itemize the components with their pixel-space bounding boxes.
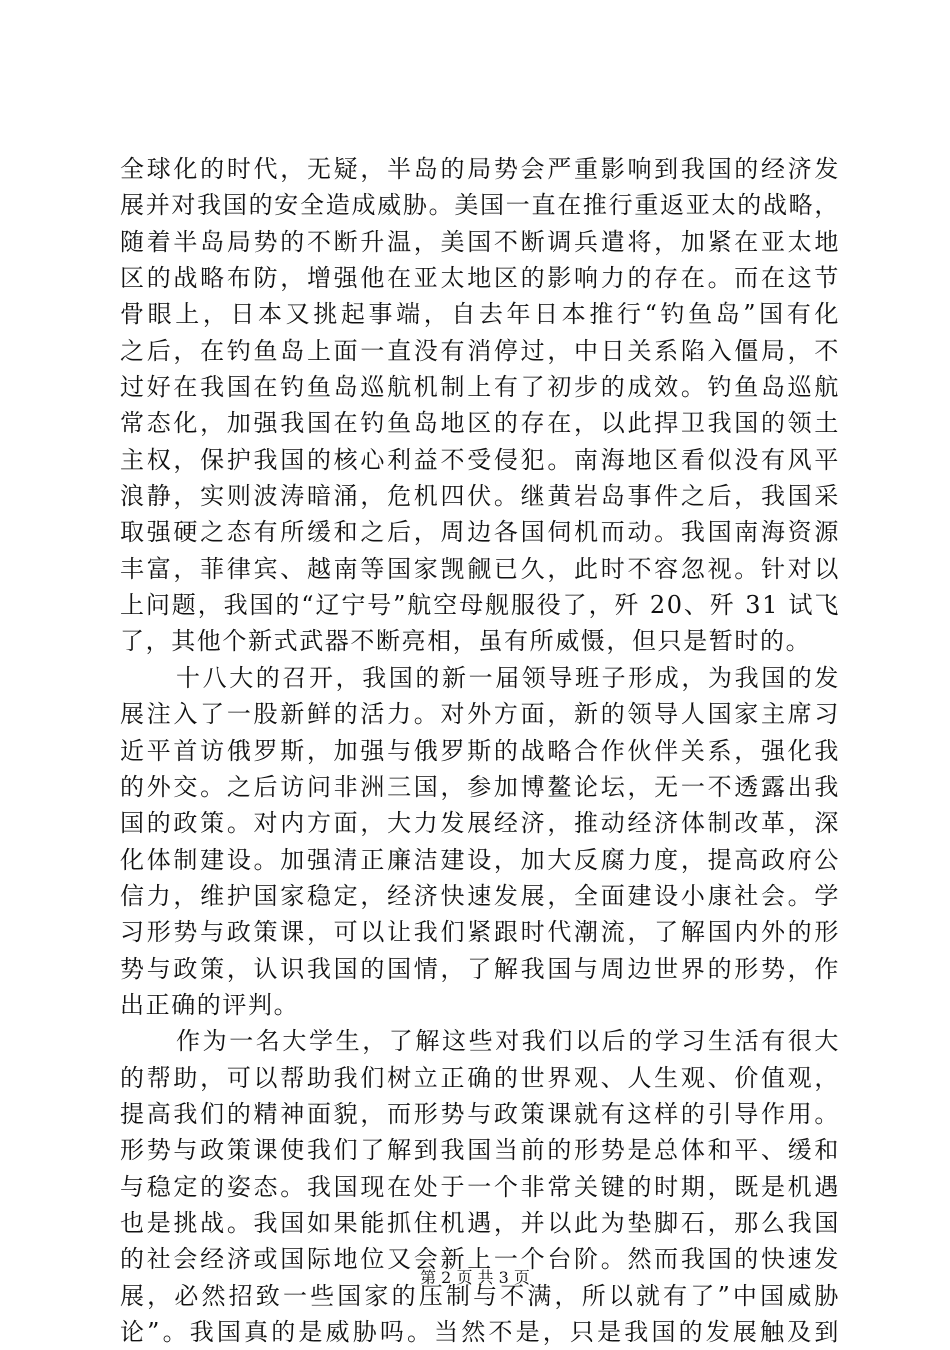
text-line: 区的战略布防，增强他在亚太地区的影响力的存在。而在这节 [120, 264, 840, 293]
text-line: 全球化的时代，无疑，半岛的局势会严重影响到我国的经济发 [120, 155, 840, 183]
page-number-indicator: 第 2 页 共 3 页 [420, 1268, 530, 1287]
text-line: 主权，保护我国的核心利益不受侵犯。南海地区看似没有风平 [120, 445, 840, 474]
text-line: 之后，在钓鱼岛上面一直没有消停过，中日关系陷入僵局，不 [120, 336, 840, 365]
text-line: 论”。我国真的是威胁吗。当然不是，只是我国的发展触及到 [120, 1318, 840, 1346]
text-line: 国的政策。对内方面，大力发展经济，推动经济体制改革，深 [120, 809, 840, 838]
text-line: 展注入了一股新鲜的活力。对外方面，新的领导人国家主席习 [120, 700, 840, 729]
text-line: 骨眼上，日本又挑起事端，自去年日本推行“钓鱼岛”国有化 [120, 300, 840, 329]
text-line: 化体制建设。加强清正廉洁建设，加大反腐力度，提高政府公 [120, 845, 840, 874]
text-line: 出正确的评判。 [120, 990, 300, 1019]
text-line: 习形势与政策课，可以让我们紧跟时代潮流，了解国内外的形 [120, 918, 840, 947]
text-line: 提高我们的精神面貌，而形势与政策课就有这样的引导作用。 [120, 1099, 840, 1128]
text-line: 势与政策，认识我国的国情，了解我国与周边世界的形势，作 [120, 954, 840, 983]
text-line: 展，必然招致一些国家的压制与不满，所以就有了”中国威胁 [120, 1281, 840, 1310]
text-line: 近平首访俄罗斯，加强与俄罗斯的战略合作伙伴关系，强化我 [120, 736, 840, 765]
text-line: 的社会经济或国际地位又会新上一个台阶。然而我国的快速发 [120, 1245, 840, 1274]
paragraph-start-line: 十八大的召开，我国的新一届领导班子形成，为我国的发 [176, 663, 840, 692]
text-line: 信力，维护国家稳定，经济快速发展，全面建设小康社会。学 [120, 881, 840, 910]
text-line: 浪静，实则波涛暗涌，危机四伏。继黄岩岛事件之后，我国采 [120, 482, 840, 511]
text-line: 常态化，加强我国在钓鱼岛地区的存在，以此捍卫我国的领土 [120, 409, 840, 438]
text-line: 的外交。之后访问非洲三国，参加博鳌论坛，无一不透露出我 [120, 772, 840, 801]
text-line: 丰富，菲律宾、越南等国家觊觎已久，此时不容忽视。针对以 [120, 554, 840, 583]
text-line: 也是挑战。我国如果能抓住机遇，并以此为垫脚石，那么我国 [120, 1208, 840, 1237]
text-line: 取强硬之态有所缓和之后，周边各国伺机而动。我国南海资源 [120, 518, 840, 547]
text-line: 了，其他个新式武器不断亮相，虽有所威慑，但只是暂时的。 [120, 627, 812, 656]
text-line: 随着半岛局势的不断升温，美国不断调兵遣将，加紧在亚太地 [120, 227, 840, 256]
text-line: 上问题，我国的“辽宁号”航空母舰服役了，歼 20、歼 31 试飞 [120, 591, 840, 620]
paragraph-start-line: 作为一名大学生，了解这些对我们以后的学习生活有很大 [176, 1027, 840, 1056]
text-line: 与稳定的姿态。我国现在处于一个非常关键的时期，既是机遇 [120, 1172, 840, 1201]
page-footer [0, 1268, 950, 1288]
text-line: 形势与政策课使我们了解到我国当前的形势是总体和平、缓和 [120, 1136, 840, 1165]
text-line: 展并对我国的安全造成威胁。美国一直在推行重返亚太的战略， [120, 191, 840, 220]
text-line: 过好在我国在钓鱼岛巡航机制上有了初步的成效。钓鱼岛巡航 [120, 373, 840, 402]
text-line: 的帮助，可以帮助我们树立正确的世界观、人生观、价值观， [120, 1063, 840, 1092]
document-body [120, 151, 840, 1350]
